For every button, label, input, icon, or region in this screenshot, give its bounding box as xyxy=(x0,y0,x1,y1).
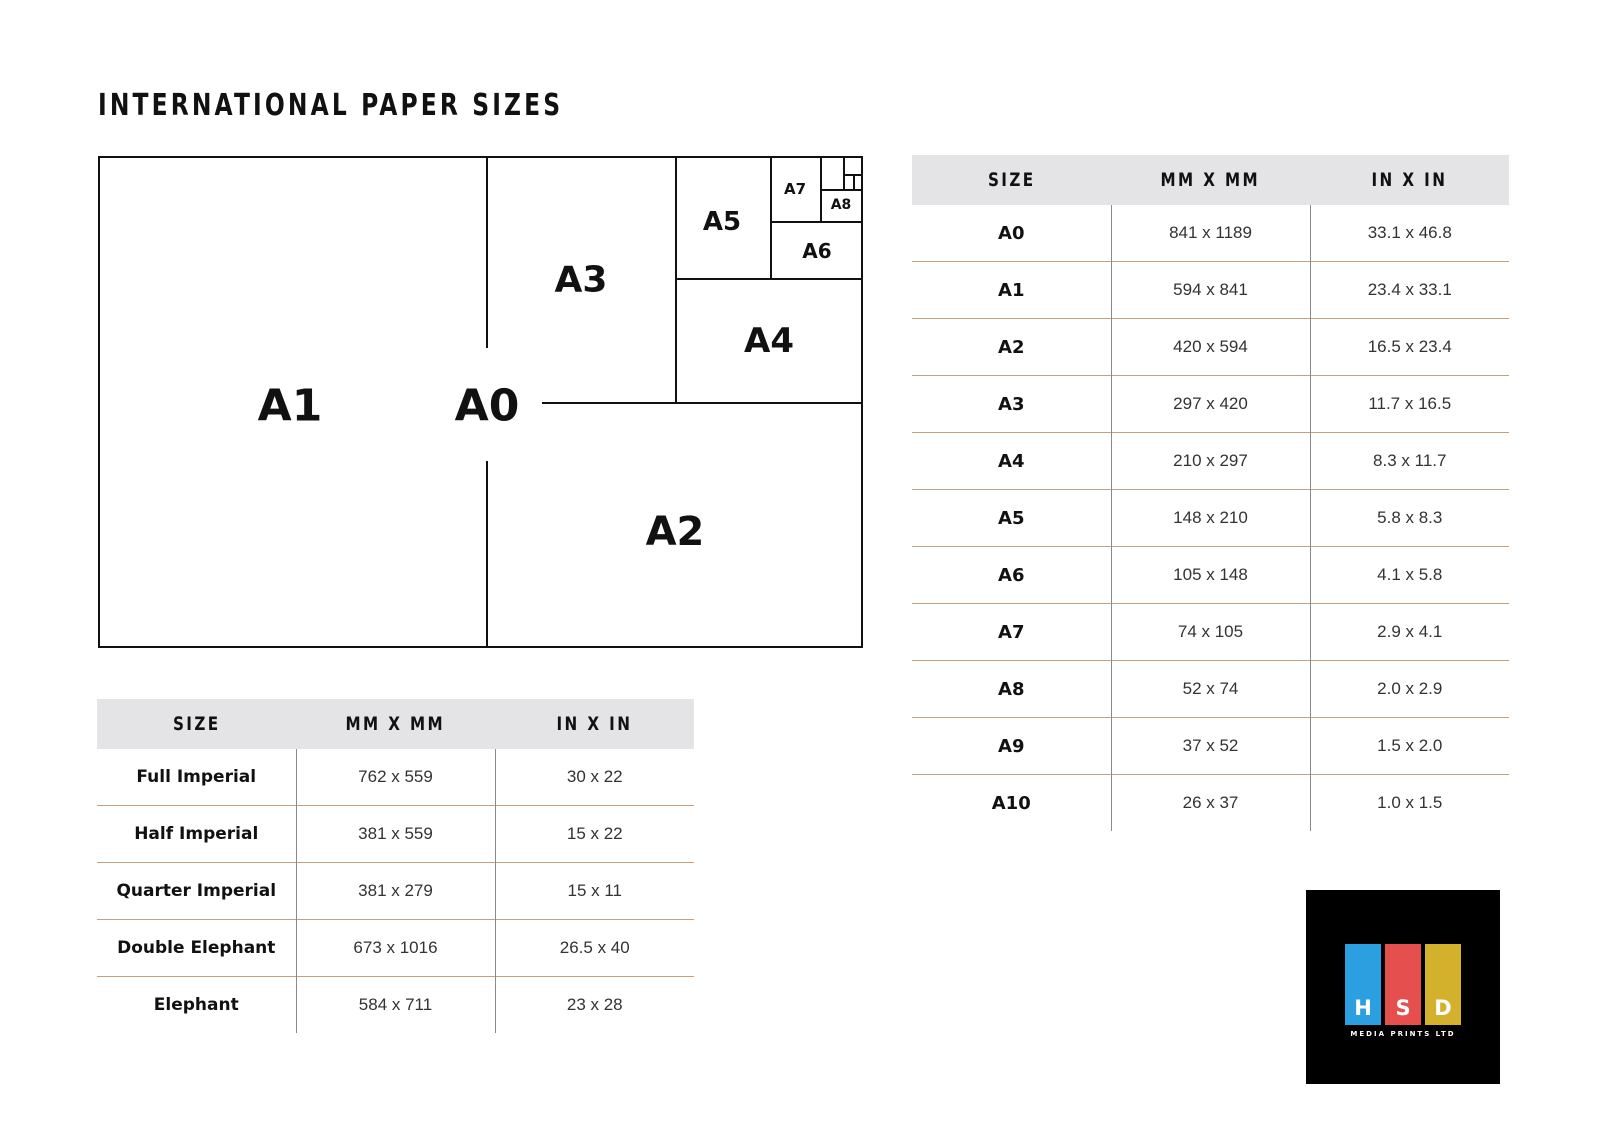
size-in: 1.5 x 2.0 xyxy=(1310,718,1509,775)
divider-a5-a6 xyxy=(770,158,772,280)
column-header-size: SIZE xyxy=(912,155,1111,205)
size-name: Quarter Imperial xyxy=(97,863,296,920)
divider-a7-a6 xyxy=(770,221,863,223)
size-in: 11.7 x 16.5 xyxy=(1310,376,1509,433)
size-name: A9 xyxy=(912,718,1111,775)
size-mm: 26 x 37 xyxy=(1111,775,1310,832)
table-row xyxy=(912,604,1509,661)
column-header-size: SIZE xyxy=(97,699,296,749)
size-name: A3 xyxy=(912,376,1111,433)
size-mm: 381 x 559 xyxy=(296,806,495,863)
size-in: 8.3 x 11.7 xyxy=(1310,433,1509,490)
size-in: 16.5 x 23.4 xyxy=(1310,319,1509,376)
table-row xyxy=(912,775,1509,832)
table-row xyxy=(97,920,694,977)
divider-a1-a0-upper xyxy=(486,158,488,348)
size-mm: 37 x 52 xyxy=(1111,718,1310,775)
table-row xyxy=(912,262,1509,319)
size-in: 15 x 11 xyxy=(495,863,694,920)
size-in: 23 x 28 xyxy=(495,977,694,1034)
size-in: 23.4 x 33.1 xyxy=(1310,262,1509,319)
page-title: INTERNATIONAL PAPER SIZES xyxy=(98,88,564,123)
size-in: 26.5 x 40 xyxy=(495,920,694,977)
imperial-table-header xyxy=(97,699,694,749)
logo-bar-h xyxy=(1345,944,1381,1025)
imperial-table xyxy=(97,699,694,1033)
size-in: 1.0 x 1.5 xyxy=(1310,775,1509,832)
size-name: A7 xyxy=(912,604,1111,661)
label-a3: A3 xyxy=(554,259,608,301)
size-mm: 381 x 279 xyxy=(296,863,495,920)
table-row xyxy=(97,863,694,920)
logo-bar-s xyxy=(1385,944,1421,1025)
size-mm: 420 x 594 xyxy=(1111,319,1310,376)
table-row xyxy=(912,205,1509,262)
size-mm: 210 x 297 xyxy=(1111,433,1310,490)
size-in: 33.1 x 46.8 xyxy=(1310,205,1509,262)
label-a5: A5 xyxy=(702,207,742,237)
size-in: 30 x 22 xyxy=(495,749,694,806)
table-row xyxy=(97,977,694,1034)
size-mm: 673 x 1016 xyxy=(296,920,495,977)
table-row xyxy=(97,806,694,863)
divider-a10-side xyxy=(853,174,855,191)
logo-subtitle: MEDIA PRINTS LTD xyxy=(1350,1030,1456,1038)
logo-letter-s: S xyxy=(1395,996,1411,1020)
table-row xyxy=(97,749,694,806)
size-mm: 297 x 420 xyxy=(1111,376,1310,433)
logo-letter-h: H xyxy=(1354,996,1372,1020)
size-mm: 584 x 711 xyxy=(296,977,495,1034)
label-a2: A2 xyxy=(645,509,705,555)
size-name: A4 xyxy=(912,433,1111,490)
size-name: A5 xyxy=(912,490,1111,547)
table-row xyxy=(912,319,1509,376)
size-name: A10 xyxy=(912,775,1111,832)
label-a4: A4 xyxy=(744,321,794,361)
size-mm: 762 x 559 xyxy=(296,749,495,806)
label-a8: A8 xyxy=(830,197,852,213)
table-row xyxy=(912,718,1509,775)
label-a7: A7 xyxy=(783,180,807,198)
size-in: 15 x 22 xyxy=(495,806,694,863)
size-name: Elephant xyxy=(97,977,296,1034)
logo-letter-d: D xyxy=(1434,996,1452,1020)
a-series-table-header xyxy=(912,155,1509,205)
column-header-mm: MM X MM xyxy=(1111,155,1310,205)
size-in: 5.8 x 8.3 xyxy=(1310,490,1509,547)
divider-a8-top xyxy=(820,189,863,191)
size-mm: 594 x 841 xyxy=(1111,262,1310,319)
table-row xyxy=(912,661,1509,718)
size-in: 2.9 x 4.1 xyxy=(1310,604,1509,661)
size-mm: 148 x 210 xyxy=(1111,490,1310,547)
divider-a1-a0-lower xyxy=(486,461,488,648)
size-mm: 105 x 148 xyxy=(1111,547,1310,604)
size-in: 4.1 x 5.8 xyxy=(1310,547,1509,604)
size-mm: 841 x 1189 xyxy=(1111,205,1310,262)
divider-a5-a4 xyxy=(675,278,863,280)
divider-a3-a4 xyxy=(675,158,677,404)
divider-a3-a2 xyxy=(542,402,863,404)
paper-size-diagram xyxy=(98,156,863,648)
size-name: Double Elephant xyxy=(97,920,296,977)
column-header-in: IN X IN xyxy=(1310,155,1509,205)
size-in: 2.0 x 2.9 xyxy=(1310,661,1509,718)
size-name: A8 xyxy=(912,661,1111,718)
column-header-in: IN X IN xyxy=(495,699,694,749)
size-name: Half Imperial xyxy=(97,806,296,863)
size-name: Full Imperial xyxy=(136,767,257,787)
a-series-table xyxy=(912,155,1509,831)
size-name: A6 xyxy=(912,547,1111,604)
label-a6: A6 xyxy=(802,239,832,263)
table-row xyxy=(912,433,1509,490)
hsd-logo xyxy=(1306,890,1500,1084)
column-header-mm: MM X MM xyxy=(296,699,495,749)
size-name: A2 xyxy=(912,319,1111,376)
size-mm: 74 x 105 xyxy=(1111,604,1310,661)
table-row xyxy=(912,376,1509,433)
size-mm: 52 x 74 xyxy=(1111,661,1310,718)
size-name: A1 xyxy=(912,262,1111,319)
logo-bar-d xyxy=(1425,944,1461,1025)
size-name: A0 xyxy=(998,222,1025,244)
table-row xyxy=(912,490,1509,547)
table-row xyxy=(912,547,1509,604)
label-a0: A0 xyxy=(454,380,520,432)
label-a1: A1 xyxy=(257,380,323,432)
